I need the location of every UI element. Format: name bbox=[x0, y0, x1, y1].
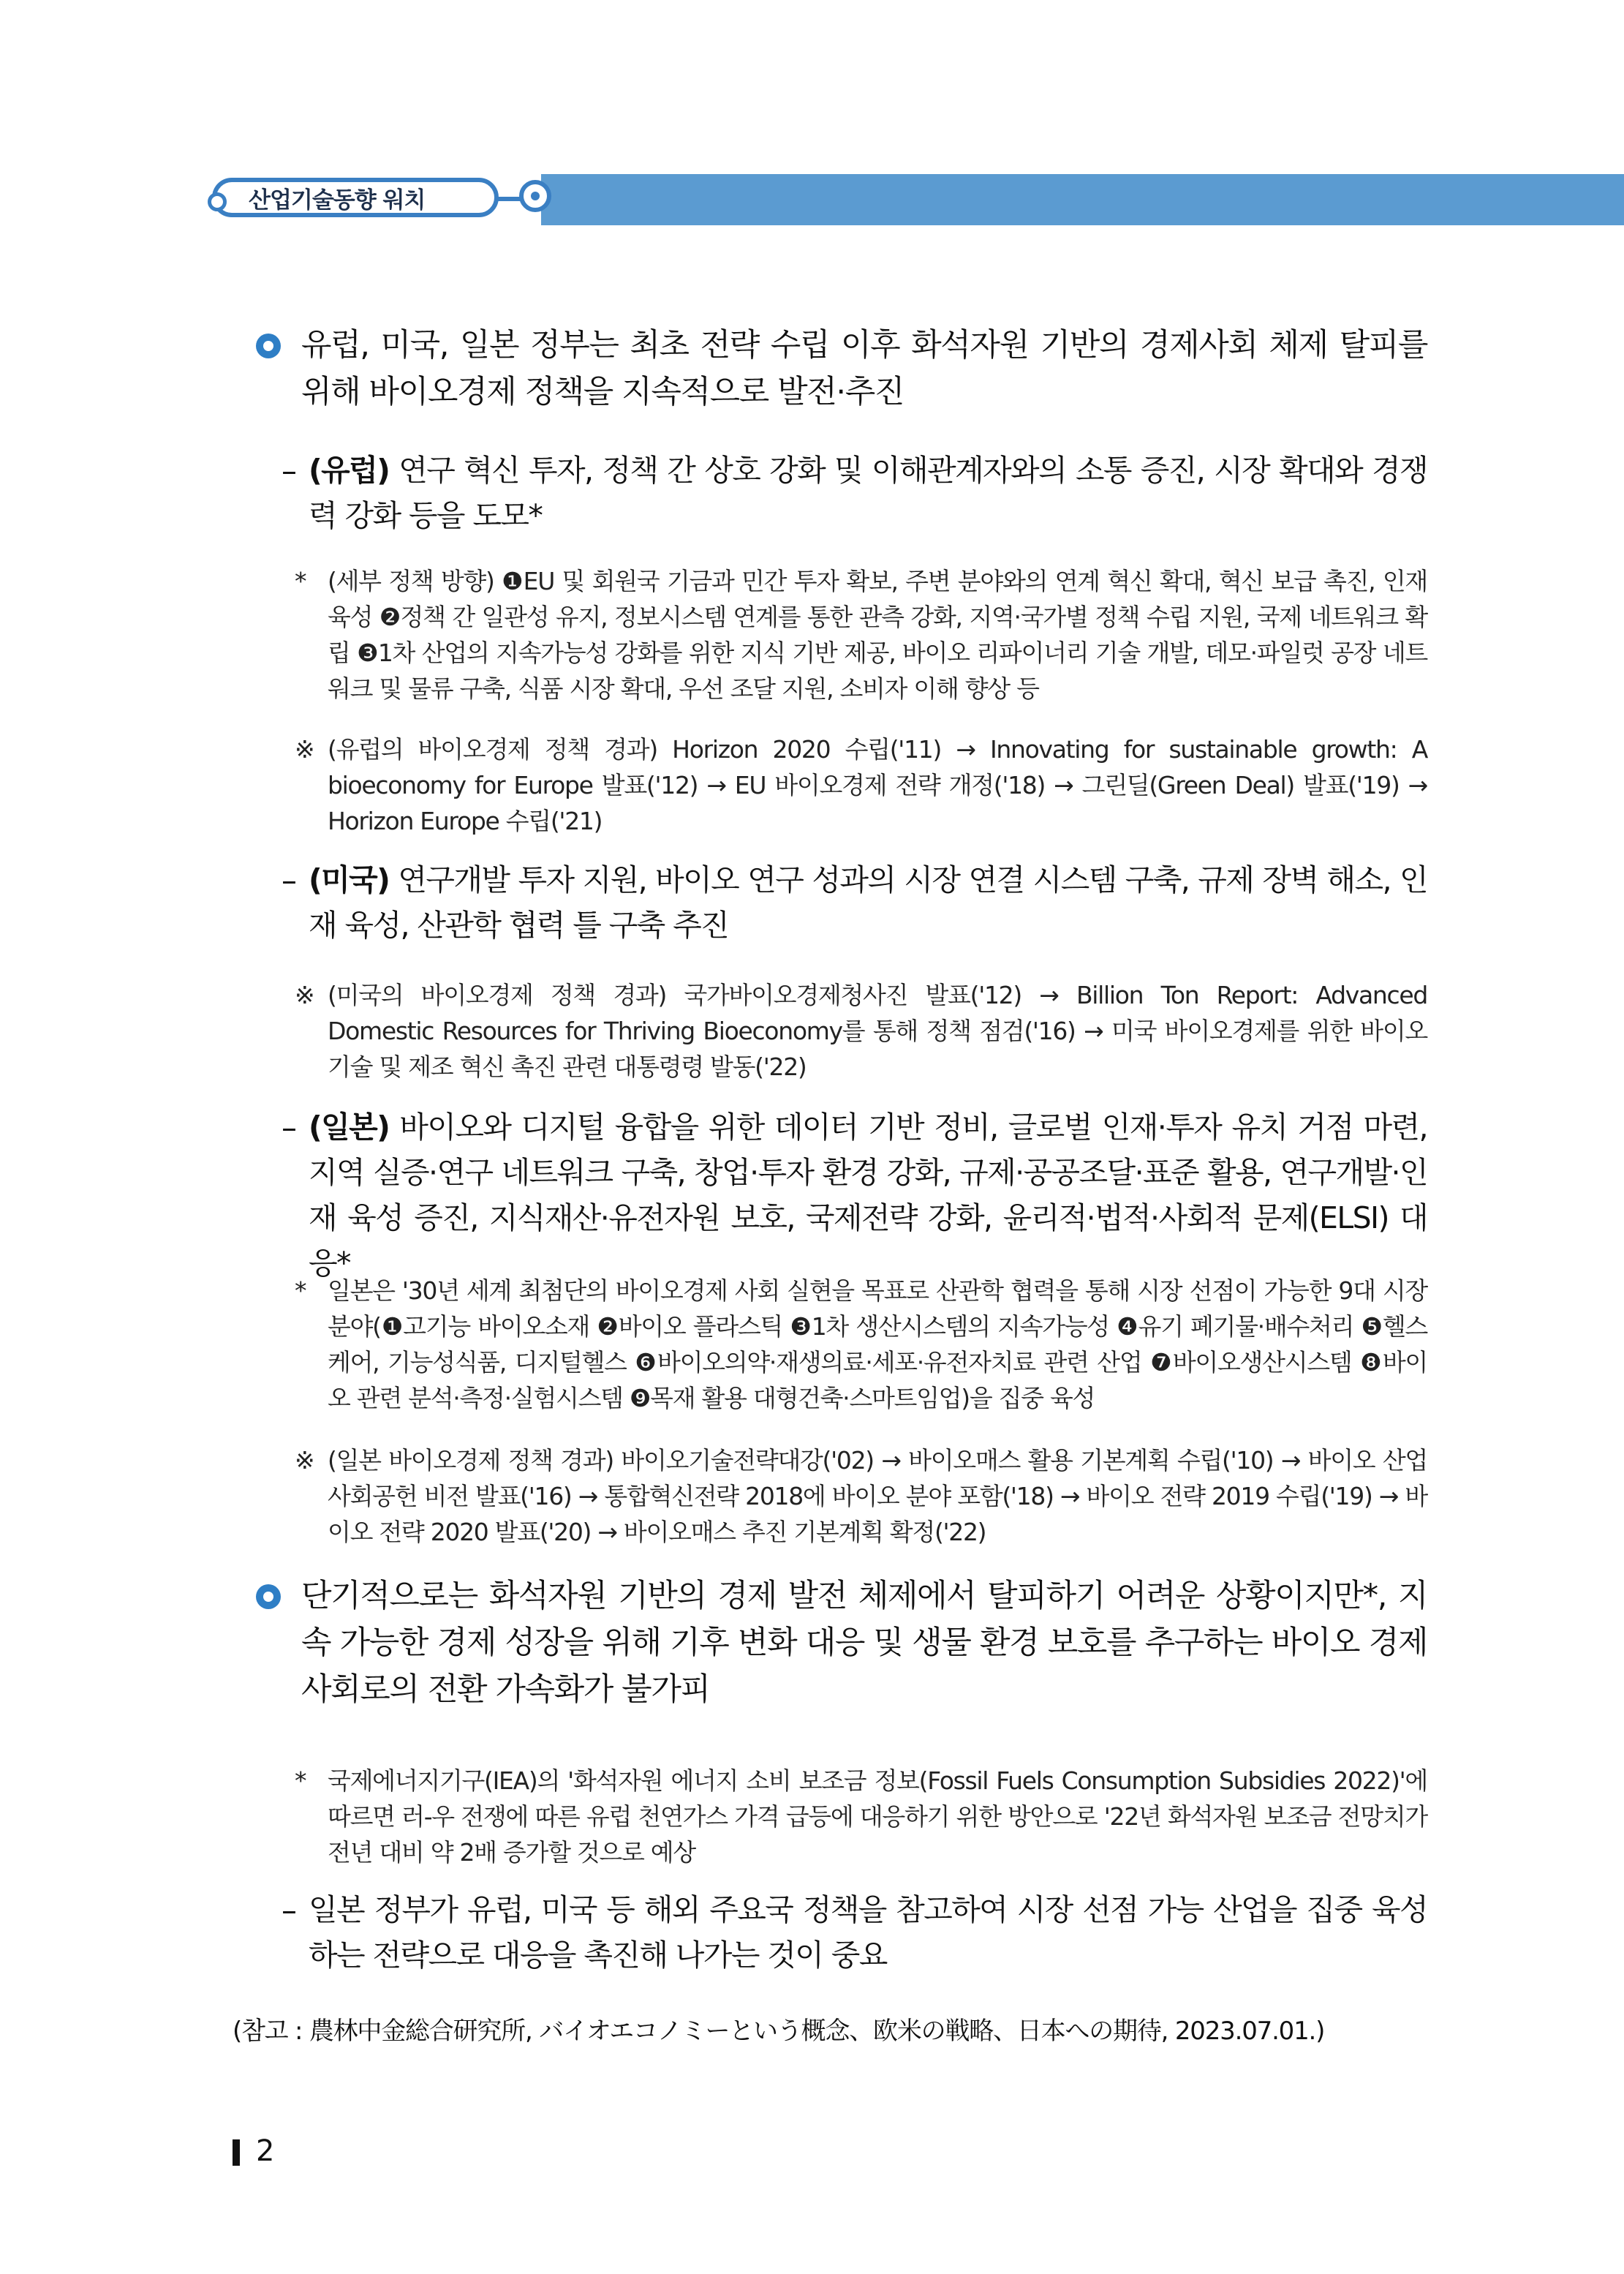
header-band bbox=[541, 174, 1624, 225]
dash-marker: – bbox=[282, 1110, 297, 1145]
bullet-main-1: 유럽, 미국, 일본 정부는 최초 전략 수립 이후 화석자원 기반의 경제사회 체제 탈피를 위해 바이오경제 정책을 지속적으로 발전·추진 bbox=[301, 327, 1427, 410]
jp-note: 일본은 '30년 세계 최첨단의 바이오경제 사회 실현을 목표로 산관학 협력을 통해 시장 선점이 가능한 9대 시장 분야(❶고기능 바이오소재 ❷바이오 플라스틱 ❸1차 생산시스템의 지속가능성 ❹유기 폐기물·배수처리 ❺헬스케어, 기능성식품, 디지털헬스 ❻바이오의약·재생의료·세포·유전자치료 관련 산업 ❼바이오생산시스템 ❽바이오 관련 분석·측정·실험시스템 ❾목재 활용 대형건축·스마트임업)을 집중 육성 bbox=[328, 1276, 1427, 1412]
eu-note: (세부 정책 방향) ❶EU 및 회원국 기금과 민간 투자 확보, 주변 분야와의 연계 혁신 확대, 혁신 보급 촉진, 인재 육성 ❷정책 간 일관성 유지, 정보시스템 연계를 통한 관측 강화, 지역·국가별 정책 수립 지원, 국제 네트워크 확립 ❸1차 산업의 지속가능성 강화를 위한 지식 기반 제공, 바이오 리파이너리 기술 개발, 데모·파일럿 공장 네트워크 및 물류 구축, 식품 시장 확대, 우선 조달 지원, 소비자 이해 향상 등 bbox=[328, 567, 1427, 703]
ref-marker: ※ bbox=[295, 1446, 315, 1475]
b2-note: 국제에너지기구(IEA)의 '화석자원 에너지 소비 보조금 정보(Fossil Fuels Consumption Subsidies 2022)'에 따르면 러-우 전쟁에 따른 유럽 천연가스 가격 급등에 대응하기 위한 방안으로 '22년 화석자원 보조금 전망치가 전년 대비 약 2배 증가할 것으로 예상 bbox=[328, 1766, 1427, 1867]
bullet-main-2: 단기적으로는 화석자원 기반의 경제 발전 체제에서 탈피하기 어려운 상황이지만*, 지속 가능한 경제 성장을 위해 기후 변화 대응 및 생물 환경 보호를 추구하는 바이오 경제 사회로의 전환 가속화가 불가피 bbox=[301, 1578, 1427, 1708]
page-number-bar bbox=[233, 2139, 240, 2166]
ref-marker: ※ bbox=[295, 981, 315, 1009]
dash-marker: – bbox=[282, 453, 297, 489]
dash-marker: – bbox=[282, 862, 297, 898]
header-circle-icon bbox=[519, 180, 551, 212]
note-marker: * bbox=[295, 1276, 307, 1305]
header-title: 산업기술동향 워치 bbox=[249, 187, 426, 214]
jp-ref: (일본 바이오경제 정책 경과) 바이오기술전략대강('02) → 바이오매스 활용 기본계획 수립('10) → 바이오 산업 사회공헌 비전 발표('16) → 통합혁신전략 2018에 바이오 분야 포함('18) → 바이오 전략 2019 수립('19) → 바이오 전략 2020 발표('20) → 바이오매스 추진 기본계획 확정('22) bbox=[328, 1446, 1427, 1546]
us-text: 연구개발 투자 지원, 바이오 연구 성과의 시장 연결 시스템 구축, 규제 장벽 해소, 인재 육성, 산관학 협력 틀 구축 추진 bbox=[309, 862, 1427, 943]
page-header bbox=[212, 174, 1624, 225]
note-marker: * bbox=[295, 567, 307, 595]
eu-ref: (유럽의 바이오경제 정책 경과) Horizon 2020 수립('11) → Innovating for sustainable growth: A bioeconomy for Europe 발표('12) → EU 바이오경제 전략 개정('18) → 그린딜(Green Deal) 발표('19) → Horizon Europe 수립('21) bbox=[328, 735, 1427, 835]
jp-tag: (일본) bbox=[309, 1110, 390, 1145]
note-marker: * bbox=[295, 1766, 307, 1795]
b2-sub: 일본 정부가 유럽, 미국 등 해외 주요국 정책을 참고하여 시장 선점 가능 산업을 집중 육성하는 전략으로 대응을 촉진해 나가는 것이 중요 bbox=[309, 1892, 1427, 1973]
jp-text: 바이오와 디지털 융합을 위한 데이터 기반 정비, 글로벌 인재·투자 유치 거점 마련, 지역 실증·연구 네트워크 구축, 창업·투자 환경 강화, 규제·공공조달·표준 활용, 연구개발·인재 육성 증진, 지식재산·유전자원 보호, 국제전략 강화, 윤리적·법적·사회적 문제(ELSI) 대응* bbox=[309, 1110, 1427, 1281]
dash-marker: – bbox=[282, 1892, 297, 1928]
eu-text: 연구 혁신 투자, 정책 간 상호 강화 및 이해관계자와의 소통 증진, 시장 확대와 경쟁력 강화 등을 도모* bbox=[309, 453, 1427, 533]
section-bullet-icon bbox=[256, 334, 281, 358]
header-dot-icon bbox=[208, 192, 227, 211]
ref-marker: ※ bbox=[295, 735, 315, 764]
us-ref: (미국의 바이오경제 정책 경과) 국가바이오경제청사진 발표('12) → Billion Ton Report: Advanced Domestic Resources for Thriving Bioeconomy를 통해 정책 점검('16) → 미국 바이오경제를 위한 바이오 기술 및 제조 혁신 촉진 관련 대통령령 발동('22) bbox=[328, 981, 1427, 1081]
eu-paragraph bbox=[309, 448, 1427, 538]
us-tag: (미국) bbox=[309, 862, 390, 897]
jp-paragraph bbox=[309, 1104, 1427, 1286]
section-bullet-icon bbox=[256, 1584, 281, 1609]
source-reference: (참고 : 農林中金総合研究所, バイオエコノミーという概念、欧米の戦略、日本への期待, 2023.07.01.) bbox=[233, 2017, 1325, 2046]
us-paragraph bbox=[309, 857, 1427, 948]
header-pill bbox=[212, 178, 499, 217]
page-number: 2 bbox=[256, 2134, 275, 2168]
eu-tag: (유럽) bbox=[309, 453, 390, 488]
